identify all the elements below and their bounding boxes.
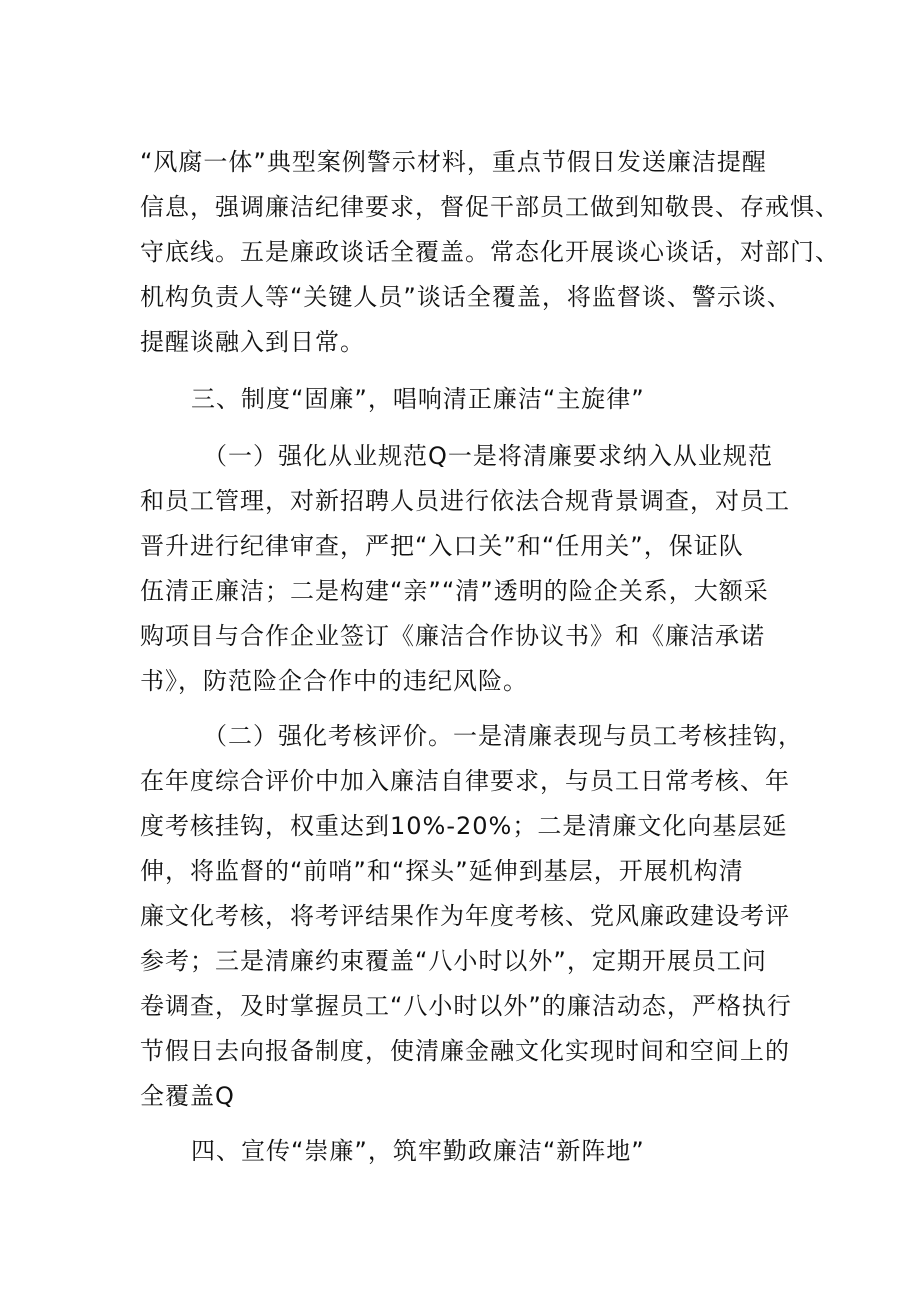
- section-heading-3: 三、制度“固廉”，唱响清正廉洁“主旋律”: [191, 385, 645, 413]
- text-line-17: 廉文化考核，将考评结果作为年度考核、党风廉政建设考评: [140, 902, 790, 930]
- text-line-14: 在年度综合评价中加入廉洁自律要求，与员工日常考核、年: [140, 767, 790, 795]
- text-line-4: 机构负责人等“关键人员”谈话全覆盖，将监督谈、警示谈、: [140, 283, 792, 311]
- text-line-21: 全覆盖Q: [140, 1082, 235, 1110]
- text-line-5: 提醒谈融入到日常。: [140, 328, 365, 356]
- text-line-19: 卷调查，及时掌握员工“八小时以外”的廉洁动态，严格执行: [140, 992, 792, 1020]
- text-line-2: 信息，强调廉洁纪律要求，督促干部员工做到知敬畏、存戒惧、: [140, 193, 840, 221]
- text-line-10: 伍清正廉洁；二是构建“亲”“清”透明的险企关系，大额采: [140, 577, 769, 605]
- text-line-3: 守底线。五是廉政谈话全覆盖。常态化开展谈心谈话，对部门、: [140, 238, 840, 266]
- text-line-16: 伸，将监督的“前哨”和“探头”延伸到基层，开展机构清: [140, 857, 744, 885]
- section-heading-4: 四、宣传“崇廉”，筑牢勤政廉洁“新阵地”: [191, 1137, 645, 1165]
- text-line-1: “风腐一体”典型案例警示材料，重点节假日发送廉洁提醒: [140, 148, 767, 176]
- text-line-18: 参考；三是清廉约束覆盖“八小时以外”，定期开展员工问: [140, 947, 767, 975]
- text-line-12: 书》，防范险企合作中的违纪风险。: [140, 667, 528, 695]
- text-line-8: 和员工管理，对新招聘人员进行依法合规背景调查，对员工: [140, 487, 790, 515]
- text-line-11: 购项目与合作企业签订《廉洁合作协议书》和《廉洁承诺: [140, 622, 765, 650]
- text-line-20: 节假日去向报备制度，使清廉金融文化实现时间和空间上的: [140, 1037, 790, 1065]
- text-line-15: 度考核挂钩，权重达到10%-20%；二是清廉文化向基层延: [140, 812, 788, 840]
- text-line-13: （二）强化考核评价。一是清廉表现与员工考核挂钩，: [203, 722, 803, 750]
- text-line-7: （一）强化从业规范Q一是将清廉要求纳入从业规范: [203, 442, 773, 470]
- text-line-9: 晋升进行纪律审查，严把“入口关”和“任用关”，保证队: [140, 532, 744, 560]
